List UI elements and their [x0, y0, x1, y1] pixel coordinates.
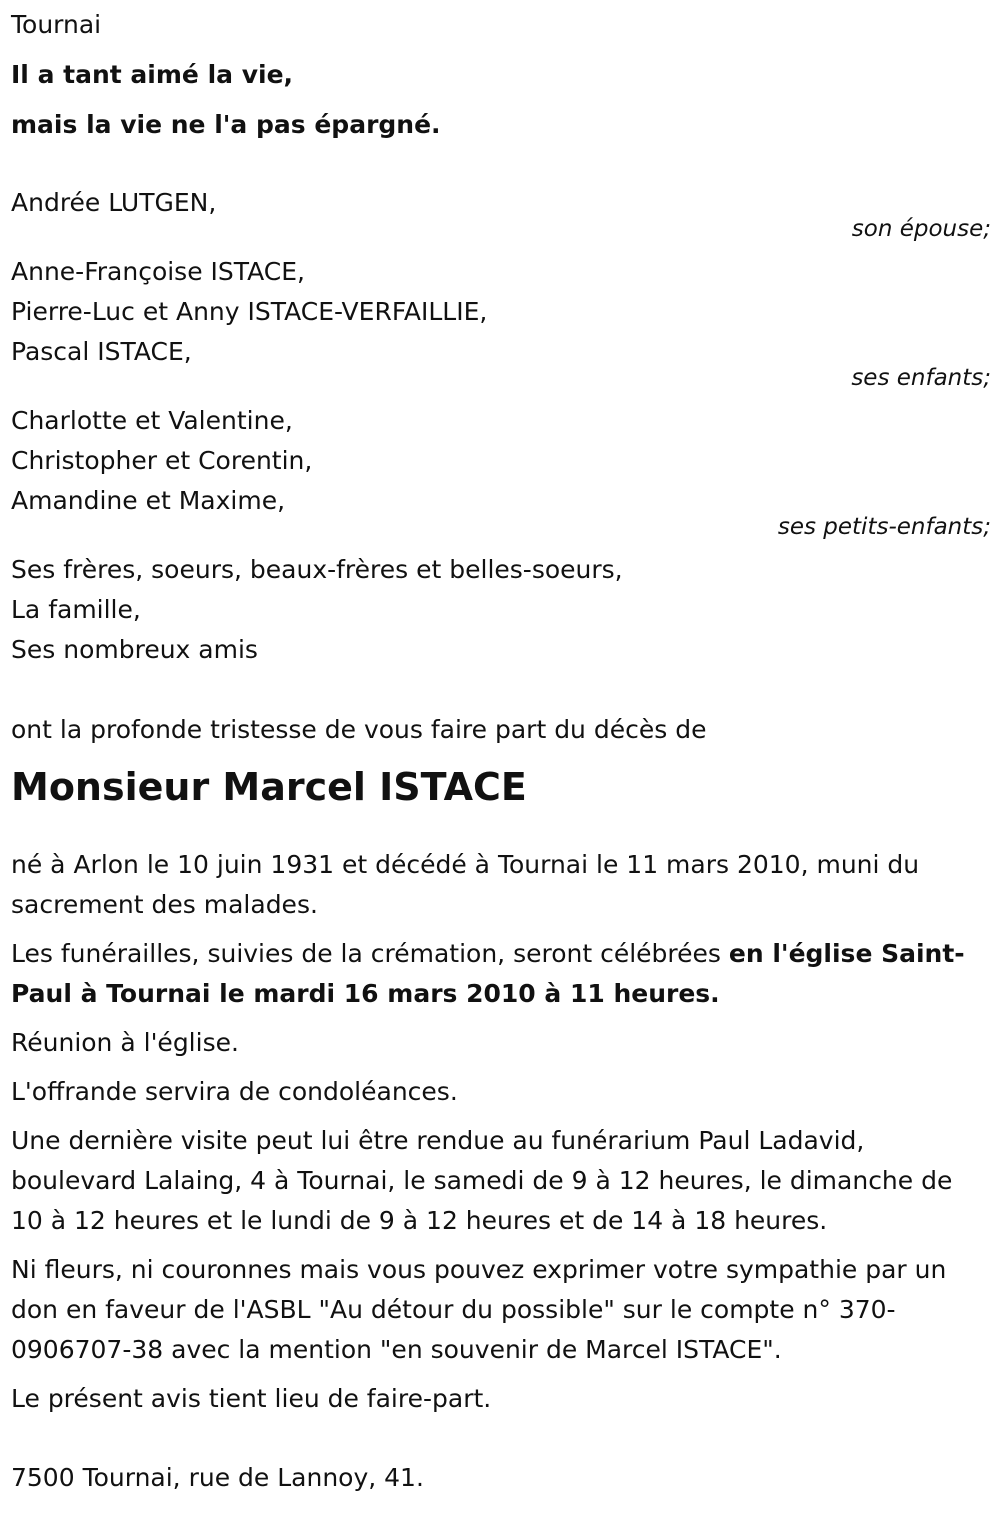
- funeral-intro: Les funérailles, suivies de la crémation, seront célébrées: [11, 939, 729, 968]
- child-name: Anne-Françoise ISTACE,: [11, 257, 305, 286]
- relatives-line: La famille,: [11, 595, 141, 624]
- spouse-block: [11, 183, 991, 242]
- grandchild-name: Charlotte et Valentine,: [11, 406, 293, 435]
- grandchildren-block: [11, 401, 991, 540]
- child-name: Pierre-Luc et Anny ISTACE-VERFAILLIE,: [11, 297, 488, 326]
- children-block: [11, 252, 991, 391]
- funeral-paragraph: [11, 934, 991, 1014]
- obituary-notice: [11, 5, 991, 1498]
- donation-paragraph: Ni fleurs, ni couronnes mais vous pouvez exprimer votre sympathie par un don en faveur de l'ASBL "Au détour du possible" sur le compte n° 370-0906707-38 avec la mention "en souvenir de Marcel ISTACE".: [11, 1255, 947, 1364]
- spouse-name: Andrée LUTGEN,: [11, 188, 217, 217]
- notice-paragraph: Le présent avis tient lieu de faire-part.: [11, 1384, 492, 1413]
- visit-paragraph: Une dernière visite peut lui être rendue au funérarium Paul Ladavid, boulevard Lalaing, 4 à Tournai, le samedi de 9 à 12 heures, le dimanche de 10 à 12 heures et le lundi de 9 à 12 heures et de 14 à 18 heures.: [11, 1126, 953, 1235]
- others-block: [11, 550, 991, 670]
- relatives-line: Ses nombreux amis: [11, 635, 258, 664]
- address-line: 7500 Tournai, rue de Lannoy, 41.: [11, 1463, 424, 1492]
- grandchild-name: Amandine et Maxime,: [11, 486, 286, 515]
- birth-death-paragraph: né à Arlon le 10 juin 1931 et décédé à Tournai le 11 mars 2010, muni du sacrement des malades.: [11, 850, 920, 919]
- quote-line-2: mais la vie ne l'a pas épargné.: [11, 110, 441, 139]
- relatives-line: Ses frères, soeurs, beaux-frères et belles-soeurs,: [11, 555, 623, 584]
- grandchildren-role: ses petits-enfants;: [777, 514, 991, 540]
- quote-line-1: Il a tant aimé la vie,: [11, 60, 294, 89]
- grandchild-name: Christopher et Corentin,: [11, 446, 313, 475]
- meeting-paragraph: Réunion à l'église.: [11, 1028, 239, 1057]
- children-role: ses enfants;: [851, 365, 991, 391]
- offering-paragraph: L'offrande servira de condoléances.: [11, 1077, 458, 1106]
- city-heading: Tournai: [11, 10, 102, 39]
- announcement-text: ont la profonde tristesse de vous faire part du décès de: [11, 715, 707, 744]
- deceased-name: Monsieur Marcel ISTACE: [11, 765, 527, 809]
- funeral-location-date: en l'église Saint-Paul à Tournai le mardi 16 mars 2010 à 11 heures.: [11, 939, 965, 1008]
- child-name: Pascal ISTACE,: [11, 337, 192, 366]
- spouse-role: son épouse;: [851, 216, 991, 242]
